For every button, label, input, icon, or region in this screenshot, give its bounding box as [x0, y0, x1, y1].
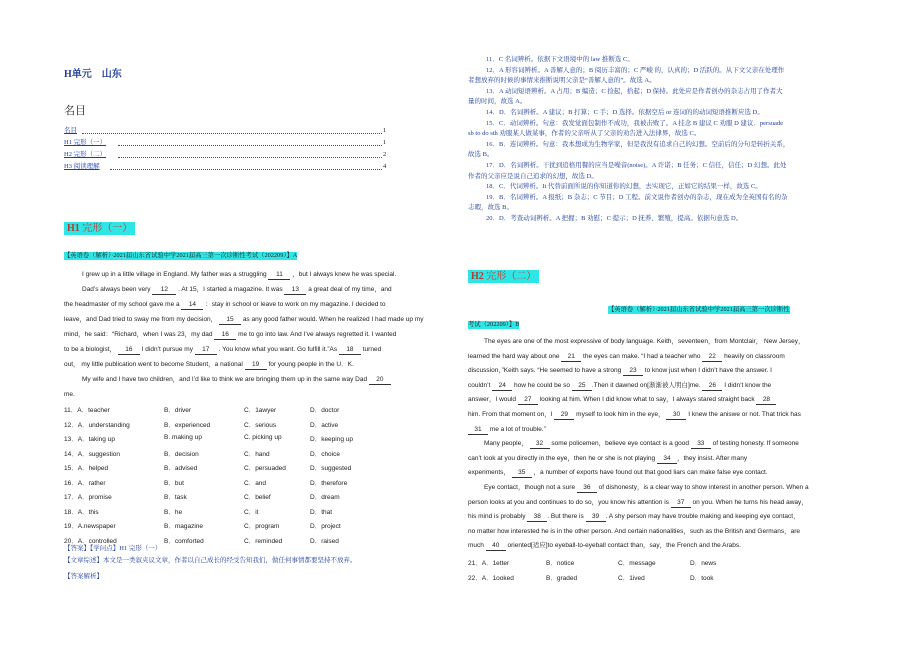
option: B．notice: [546, 560, 575, 567]
option: B．but: [164, 479, 184, 487]
option: D．doctor: [310, 407, 340, 414]
option: C．and: [244, 479, 267, 487]
passage-line: answer，I would 27 looking at him. When I did know what to say，I always stared straight back 28: [468, 396, 776, 405]
option: 11．A．teacher: [64, 407, 110, 414]
explanation-line: 19．B．名词辨析。A 报纸；B 杂志；C 节目；D 工程。前文说作者创办的杂志，现在成为全英国有名的杂: [486, 193, 788, 201]
toc-page: 2: [383, 151, 387, 158]
option: C．message: [618, 560, 656, 567]
explanation-line: 量的时间，故选 A。: [468, 98, 527, 106]
option: D．news: [690, 560, 717, 567]
passage-line: Eye contact，though not a sure 36 of dishonesty，is a clear way to show interest in another person. When a: [484, 484, 809, 491]
option: D．active: [310, 421, 339, 429]
option: C．serious: [244, 421, 277, 429]
option: D．that: [310, 508, 333, 516]
answer-line: 【答案】【学问点】H1 完形（一）: [64, 545, 162, 552]
passage-line: learned the hard way about one 21 the eyes can make. “I had a teacher who 22 heavily on classroom: [468, 352, 785, 360]
option: B．he: [164, 508, 183, 516]
option: 17．A．promise: [64, 494, 112, 501]
passage-line: can’t look at you directly in the eye，then he or she is not playing 34 ，they insist. After many: [468, 454, 748, 462]
option: B．magazine: [164, 523, 204, 530]
section1-heading: H1 完形（一）: [64, 222, 135, 235]
passage-line: 31 me a lot of trouble.”: [468, 426, 546, 435]
option: B．advised: [164, 465, 198, 472]
option: B．driver: [164, 407, 192, 414]
option: D．choice: [310, 450, 340, 458]
passage-line: The eyes are one of the most expressive of body language. Keith，seventeen，from Montclair， New Jersey，: [484, 338, 805, 345]
option: B．comforted: [164, 537, 204, 545]
toc-item-h1[interactable]: H1 完形（一）: [64, 139, 107, 146]
option: 21．A．1etter: [468, 560, 510, 567]
toc-item-h3[interactable]: H3 阅读理解: [64, 163, 100, 170]
option: 15．A．helped: [64, 465, 109, 472]
explanation-line: 13．A 动词短语辨析。A 占用；B 编造；C 捡起，拾起；D 保持。此处应是作者创办的杂志占用了作者大: [486, 87, 783, 95]
source-citation: 【英语卷（解析）·2021届山东省试验中学2021届高三第一次诊断性考试（202209）】A: [64, 252, 298, 259]
option: B．graded: [546, 574, 578, 582]
explanation-line: 12．A 形容词辨析。A 善解人意的；B 阅历丰富的；C 严峻 的，认真的；D 活跃的。从下文父亲在处理作: [486, 66, 785, 74]
passage-line: him. From that moment on，I 29 myself to look him in the eye， 30 I knew the aniswe or not. That trick has: [468, 411, 801, 418]
option: C．program: [244, 523, 280, 530]
explanation-line: 16．B．连词辨析。句意：我本想成为生物学家，但是我没有追求自己的幻想。空前后的分句是转折关系，: [486, 140, 790, 148]
explanation-line: 者想放弃的时候的事情来推断说明父亲是“善解人意的”。故选 A。: [468, 77, 656, 85]
toc-page: 4: [383, 163, 387, 170]
option: D．keeping up: [310, 436, 353, 443]
summary-line: 【文章综述】本文是一类叙夹议文章，作者以自己成长的经受告知我们，做任何事情都要坚持不放弃。: [64, 557, 357, 564]
passage-line: much 40 oriented[适应]to eyeball-to-eyeball contact than，say，the French and the Arabs.: [468, 542, 741, 550]
passage-line: experiments， 35 ，a number of exports have found out that good liars can make false eye contact.: [468, 469, 768, 477]
option: D．suggested: [310, 465, 352, 472]
option: 18．A．this: [64, 508, 99, 516]
section2-heading: H2 完形（二）: [468, 270, 539, 283]
passage-line: couldn’t 24 how he could be so 25 .Then it dawned on[渐渐被人明白]me. 26 I didn’t know the: [468, 381, 772, 389]
explanation-line: 18．C．代词辨析。It 代替前面所说的你知道你的幻想，去实现它，正如它的结果一样，故选 C。: [486, 183, 762, 191]
option: C．reminded: [244, 537, 283, 545]
explanation-line: 14．D．名词辨析。A 建议；B 打算；C 手；D 选择。依据空后 or 连词的的动词短语推断应选 D。: [486, 109, 764, 116]
option: D．took: [690, 574, 714, 582]
option: 12．A．understanding: [64, 421, 130, 429]
toc-item-contents[interactable]: 名目: [64, 127, 77, 134]
option: D．dream: [310, 494, 340, 501]
option: 13．A．taking up: [64, 436, 115, 443]
option: C．hand: [244, 450, 270, 458]
explanation-line: 20．D．考查动词辨析。A 把握；B 劝慰；C 提示；D 抚养、繁殖，提高。依据句意选 D。: [486, 215, 743, 222]
option: 20．A．controlled: [64, 537, 117, 545]
passage-line: his mind is probably 38 . But there is 39 . A shy person may have trouble making and keeping eye contact，: [468, 513, 800, 521]
toc-item-h2[interactable]: H2 完形（二）: [64, 151, 107, 158]
passage-line: no matter how interested he is in the other person. And certain nationalities，such as the British and Germans，are: [468, 527, 801, 535]
explanation-line: 志暇，故选 B。: [468, 204, 513, 212]
passage-line: person looks at you and continues to do so，you know his attention is 37 on you. When he turns his head away，: [468, 498, 808, 506]
option: D．raised: [310, 537, 339, 545]
option: B. making up: [164, 434, 202, 441]
toc-heading: 名目: [64, 105, 86, 117]
explanation-line: 作者的父亲应是说自己追求的幻想，故选 D。: [468, 172, 598, 180]
analysis-line: 【答案解析】: [64, 573, 103, 580]
passage-line: discussion，”Keith says. “He seemed to have a strong 23 to know just when I didn’t have the answer. I: [468, 367, 772, 375]
source-citation-cont: 考试（202209）】B: [468, 321, 520, 328]
option: C．1ived: [618, 574, 645, 582]
source-citation: 【英语卷（解析）·2021届山东省试验中学2021届高三第一次诊断性: [608, 306, 790, 313]
toc-page: 1: [383, 139, 387, 146]
option: C．it: [244, 508, 259, 516]
option: C．1awyer: [244, 407, 277, 414]
option: 19．A.newspaper: [64, 523, 116, 530]
option: B．decision: [164, 450, 199, 458]
explanation-line: sb to do sth 劝服某人做某事，作者的父亲听从了父亲的劝告进入法律界，故选 C。: [468, 130, 701, 138]
unit-title: H单元 山东: [64, 69, 122, 80]
explanation-line: 15．C．动词辨析。句意：我发觉面包制作不成功，我被击败了。A 挂念 B 建议 C 劝服 D 建议．persuade: [486, 119, 784, 127]
toc-page: 1: [383, 127, 387, 134]
option: D．project: [310, 523, 341, 530]
explanation-line: 故选 B。: [468, 151, 494, 159]
option: 22．A．1ooked: [468, 574, 514, 582]
option: 14．A．suggestion: [64, 450, 121, 458]
passage-line: Many people， 32 some policemen，believe eye contact is a good 33 of testing honesty. If someone: [484, 440, 799, 448]
option: C．persuaded: [244, 465, 286, 472]
explanation-line: 11．C 名词辨析。依据下文语境中的 law 推断选 C。: [486, 56, 634, 63]
option: D．therefore: [310, 479, 348, 487]
option: B．task: [164, 494, 187, 501]
option: C. picking up: [244, 434, 282, 441]
option: 16．A．rather: [64, 479, 106, 487]
explanation-line: 17．D．名词辨析。干扰到追格用餐的应当是噪音(noise)。A 许诺；B 任务；C 信任，信任；D 幻想。此处: [486, 162, 787, 169]
option: C．belief: [244, 494, 271, 501]
option: B．experienced: [164, 421, 211, 429]
